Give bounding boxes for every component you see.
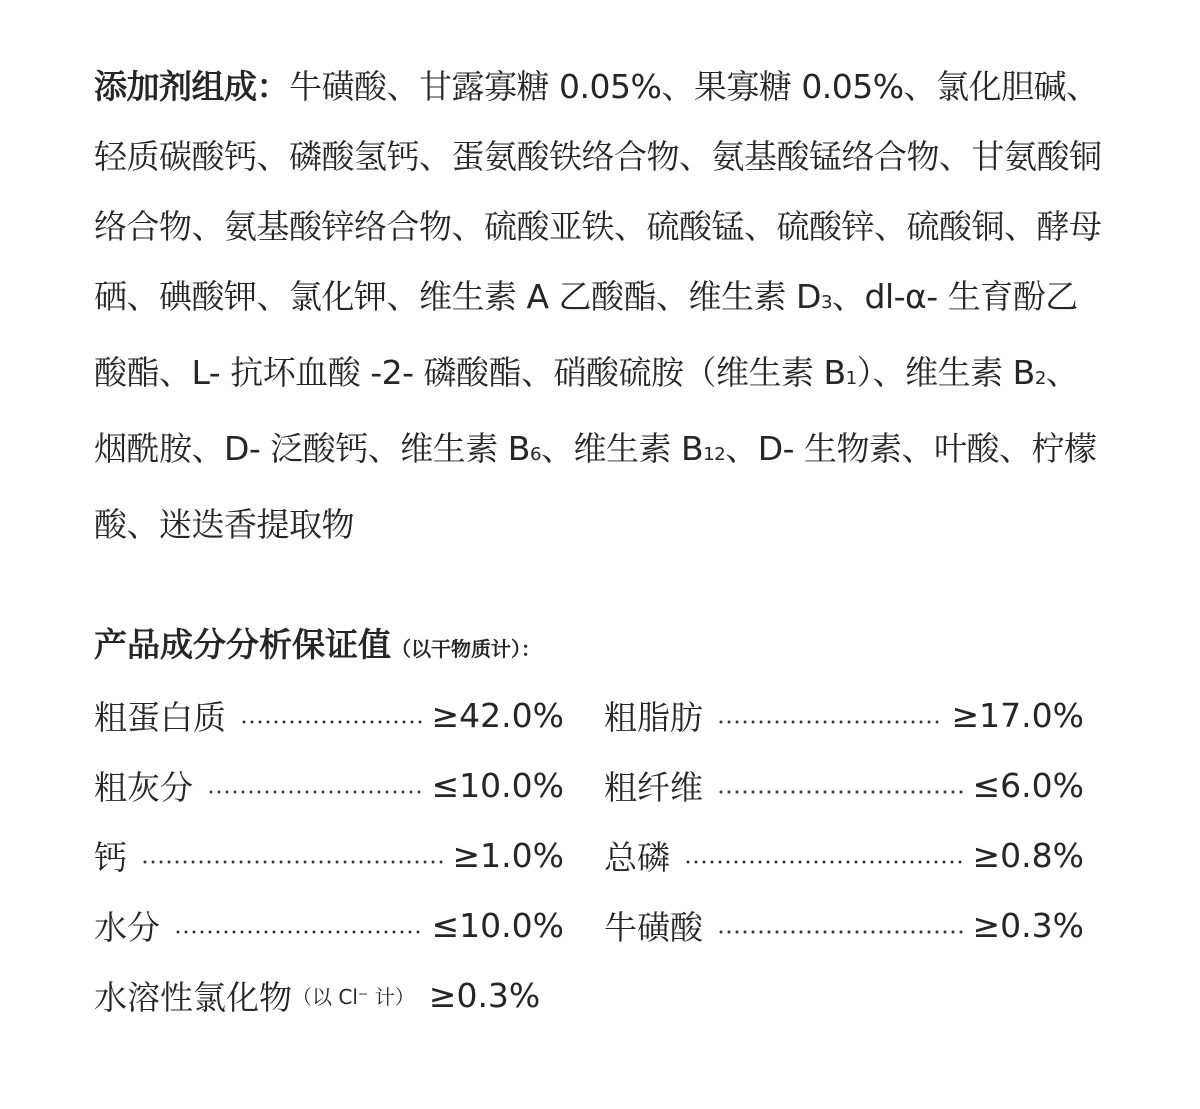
- item-name: 粗蛋白质: [94, 697, 226, 737]
- analysis-item-crude-protein: [94, 692, 564, 739]
- item-name: 水溶性氯化物: [94, 977, 292, 1017]
- item-value: ≥1.0%: [452, 835, 564, 875]
- dot-leader: [240, 719, 422, 725]
- item-name: 粗脂肪: [604, 697, 703, 737]
- item-value: ≥0.3%: [972, 905, 1084, 945]
- additives-text: 、dl-α- 生育酚乙酸酯、L- 抗坏血酸 -2- 磷酸酯、硝酸硫胺（维生素 B: [94, 277, 1078, 392]
- item-name: 粗纤维: [604, 767, 703, 807]
- subscript-b6: 6: [529, 444, 541, 465]
- subscript-b2: 2: [1034, 368, 1046, 389]
- item-value: ≤10.0%: [431, 765, 564, 805]
- analysis-title-note: （以干物质计）：: [391, 637, 541, 661]
- subscript-d3: 3: [820, 292, 833, 313]
- analysis-item-total-phosphorus: [604, 832, 1084, 879]
- item-name: 牛磺酸: [604, 907, 703, 947]
- analysis-item-crude-fiber: [604, 762, 1084, 809]
- additives-text: 、维生素 B: [540, 429, 704, 468]
- item-value: ≥0.8%: [972, 835, 1084, 875]
- dot-leader: [717, 789, 963, 795]
- additives-text: 牛磺酸、甘露寡糖 0.05%、果寡糖 0.05%、氯化胆碱、轻质碳酸钙、磷酸氢钙、蛋氨酸铁络合物、氨基酸锰络合物、甘氨酸铜络合物、氨基酸锌络合物、硫酸亚铁、硫酸锰、硫酸锌、硫酸铜、酵母硒、碘酸钾、氯化钾、维生素 A 乙酸酯、维生素 D: [94, 67, 1102, 316]
- analysis-title-text: 产品成分分析保证值: [94, 625, 391, 664]
- analysis-item-moisture: [94, 902, 564, 949]
- analysis-item-calcium: [94, 832, 564, 879]
- dot-leader: [207, 789, 422, 795]
- subscript-b12: 12: [703, 444, 726, 465]
- dot-leader: [717, 929, 963, 935]
- analysis-item-crude-ash: [94, 762, 564, 809]
- additives-label: 添加剂组成：: [94, 67, 289, 106]
- item-name: 水分: [94, 907, 160, 947]
- dot-leader: [684, 859, 963, 865]
- dot-leader: [174, 929, 422, 935]
- item-note: （以 Cl⁻ 计）: [292, 984, 415, 1009]
- item-value: ≥0.3%: [428, 975, 541, 1015]
- item-name: 钙: [94, 837, 127, 877]
- item-name: 总磷: [604, 837, 670, 877]
- subscript-b1: 1: [845, 368, 857, 389]
- dot-leader: [717, 719, 942, 725]
- analysis-title: [94, 615, 541, 679]
- additives-text: 、烟酰胺、D- 泛酸钙、维生素 B: [94, 353, 1079, 468]
- analysis-item-taurine: [604, 902, 1084, 949]
- item-value: ≥17.0%: [951, 695, 1084, 735]
- dot-leader: [141, 859, 443, 865]
- item-name: 粗灰分: [94, 767, 193, 807]
- additives-text: 、D- 生物素、叶酸、柠檬酸、迷迭香提取物: [94, 429, 1097, 544]
- analysis-item-water-soluble-chloride: [94, 972, 1104, 1019]
- additives-text: ）、维生素 B: [856, 353, 1035, 392]
- item-value: ≤6.0%: [972, 765, 1084, 805]
- item-value: ≥42.0%: [431, 695, 564, 735]
- analysis-table: [94, 680, 1104, 1030]
- item-value: ≤10.0%: [431, 905, 564, 945]
- analysis-item-crude-fat: [604, 692, 1084, 739]
- additives-paragraph: [94, 52, 1104, 560]
